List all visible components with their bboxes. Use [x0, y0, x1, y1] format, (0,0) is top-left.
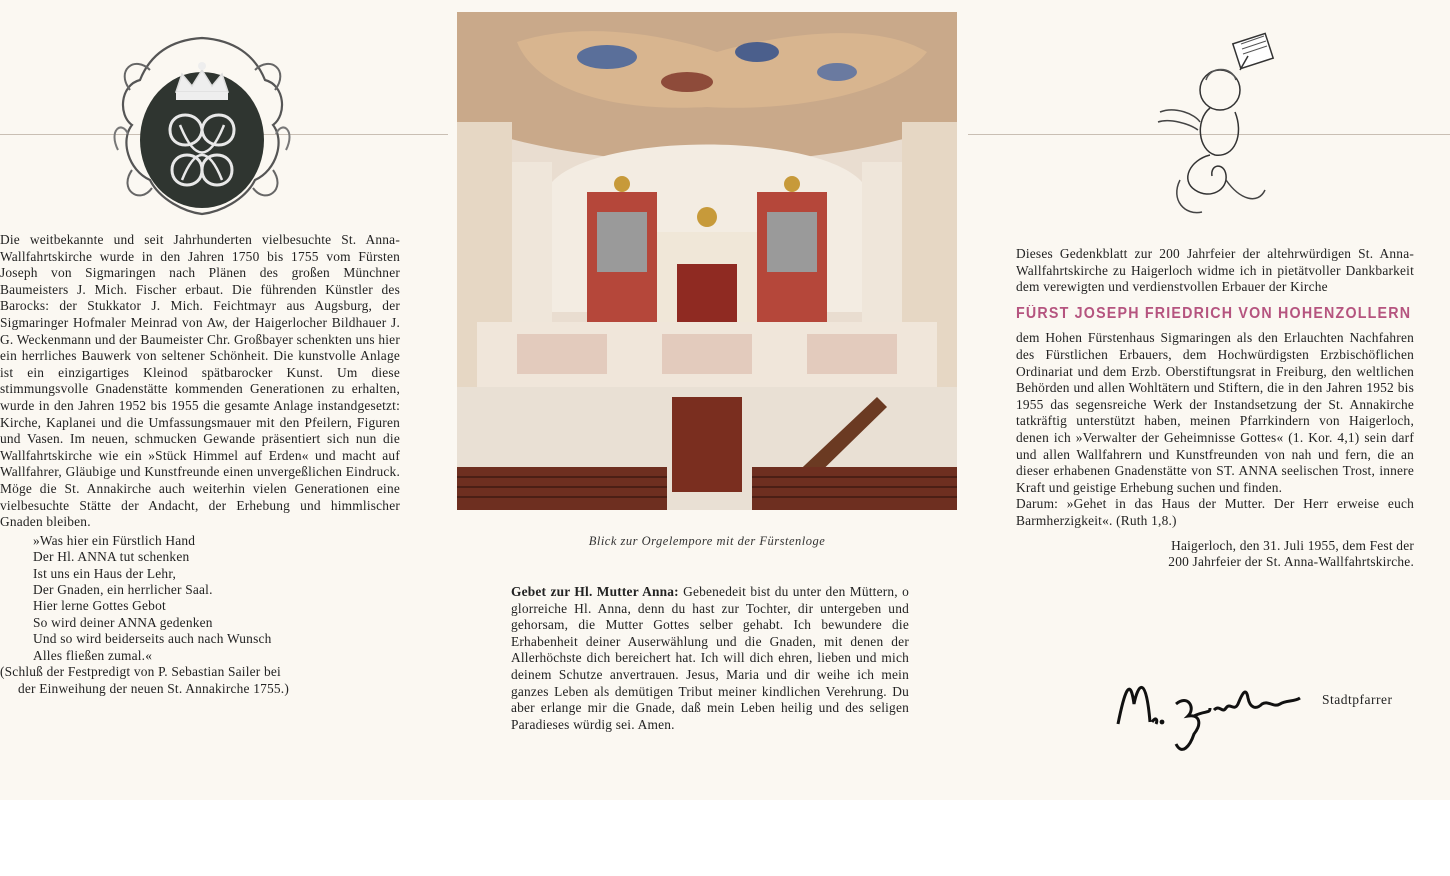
- poem-line: Alles fließen zumal.«: [33, 647, 153, 663]
- prayer-title: Gebet zur Hl. Mutter Anna:: [511, 584, 679, 599]
- dedication-body: dem Hohen Fürstenhaus Sigmaringen als den Erlauchten Nachfahren des Fürstlichen Erbauers, dem Hochwürdigsten Erzbischöflichen Ordinariat und dem Erzb. Oberstiftungsrat in Freiburg, den weltlichen Behörden und allen Wohltätern und Stiftern, die in den Jahren 1952 bis 1955 das segensreiche Werk der Instandsetzung der St. Annakirche tatkräftig unterstützt haben, meinen Pfarrkindern von Haigerloch, denen ich »Verwalter der Geheimnisse Gottes« (1. Kor. 4,1) sein darf und allen Wallfahrern und Kunstfreunden von nah und fern, die an dieser erhabenen Gnadenstätte von ST. ANNA seelischen Trost, innere Kraft und geistige Erhebung suchen und finden.: [1016, 330, 1414, 495]
- place-date-line: 200 Jahrfeier der St. Anna-Wallfahrtskirche.: [1168, 554, 1414, 570]
- handwritten-signature: [1110, 664, 1310, 764]
- attribution-line: (Schluß der Festpredigt von P. Sebastian Sailer bei: [0, 663, 281, 679]
- poem: [33, 533, 400, 664]
- poem-line: So wird deiner ANNA gedenken: [33, 614, 213, 630]
- history-paragraph: Die weitbekannte und seit Jahrhunderten vielbesuchte St. Anna-Wallfahrtskirche wurde in den Jahren 1750 bis 1755 vom Fürsten Joseph von Sigmaringen nach Plänen des großen Münchner Baumeisters J. Mich. Fischer erbaut. Die führenden Künstler des Barocks: der Stukkator J. Mich. Feichtmayr aus Augsburg, der Sigmaringer Hofmaler Meinrad von Aw, der Haigerlocher Bildhauer J. G. Weckenmann und der Baumeister Chr. Großbayer schenkten uns hier ein herrliches Bauwerk von seltener Schönheit. Die kunstvolle Anlage ist ein einzigartiges Kleinod spätbarocker Kunst. Um diese stimmungsvolle Gnadenstätte kommenden Generationen zu erhalten, wurde in den Jahren 1952 bis 1955 die gesamte Anlage instandgesetzt: Kirche, Kaplanei und die Umfassungsmauer mit den Pfeilern, Figuren und Vasen. Im neuen, schmucken Gewande präsentiert sich nun die Wallfahrtskirche wie ein »Stück Himmel auf Erden« und macht auf Wallfahrer, Gläubige und Kunstfreunde einen unvergeßlichen Eindruck. Möge die St. Annakirche auch weiterhin vielen Generationen eine vielbesuchte Stätte der Andacht, der Erhebung und himmlischer Gnaden bleiben.: [0, 232, 400, 530]
- organ-loft-photo: [457, 12, 957, 510]
- attribution-line: der Einweihung der neuen St. Annakirche 1755.): [18, 680, 289, 696]
- place-date-line: Haigerloch, den 31. Juli 1955, dem Fest der: [1171, 537, 1414, 553]
- poem-line: Der Hl. ANNA tut schenken: [33, 549, 190, 565]
- right-column: [1016, 246, 1414, 571]
- poem-line: Ist uns ein Haus der Lehr,: [33, 565, 176, 581]
- prayer-text: Gebenedeit bist du unter den Müttern, o glorreiche Hl. Anna, denn du hast zur Tochter, dir untergeben und gehorsam, die Mutter Gottes selber gehabt. Ich bewundere die Erhabenheit deiner Auserwählung und die Gnaden, mit denen der Allerhöchste dich bereichert hat. Ich will dich ehren, lieben und mich deinem Schutze anvertrauen. Jesus, Maria und dir weihe ich mein ganzes Leben als demütigen Tribut meiner kindlichen Verehrung. Du aber erlange mir die Gnade, daß mein Leben heilig und des seligen Paradieses würdig sei. Amen.: [511, 584, 909, 732]
- sermon-attribution: [0, 664, 400, 697]
- photo-caption: Blick zur Orgelempore mit der Fürstenloge: [588, 534, 826, 548]
- dedication-intro: Dieses Gedenkblatt zur 200 Jahrfeier der altehrwürdigen St. Anna-Wallfahrtskirche zu Haigerloch widme ich in pietätvoller Dankbarkeit dem verewigten und verdienstvollen Erbauer der Kirche: [1016, 246, 1414, 295]
- cherub-drawing: [1140, 30, 1280, 220]
- place-and-date: [1016, 538, 1414, 571]
- darum-quote: Darum: »Gehet in das Haus der Mutter. Der Herr erweise euch Barmherzigkeit«. (Ruth 1,8.): [1016, 496, 1414, 528]
- poem-line: »Was hier ein Fürstlich Hand: [33, 532, 196, 548]
- poem-line: Und so wird beiderseits auch nach Wunsch: [33, 631, 272, 647]
- poem-line: Der Gnaden, ein herrlicher Saal.: [33, 581, 213, 597]
- left-column: [0, 232, 400, 697]
- poem-line: Hier lerne Gottes Gebot: [33, 598, 166, 614]
- crowned-monogram-emblem: [110, 30, 295, 220]
- signer-title: Stadtpfarrer: [1322, 692, 1393, 707]
- prayer-block: [511, 584, 909, 733]
- prince-headline: FÜRST JOSEPH FRIEDRICH VON HOHENZOLLERN: [1016, 304, 1412, 322]
